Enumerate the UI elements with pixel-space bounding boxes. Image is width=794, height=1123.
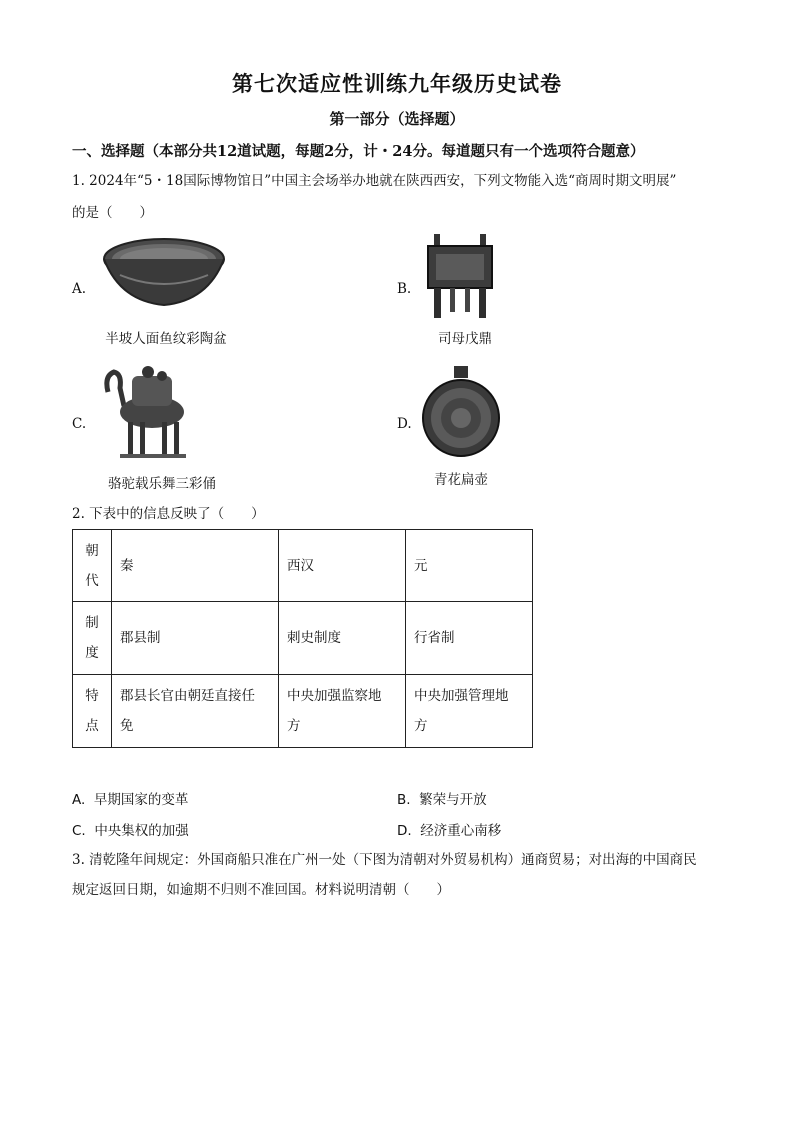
table-cell: 秦: [112, 530, 279, 602]
q2-option-a: A. 早期国家的变革: [72, 792, 189, 808]
question-1-line-2: 的是（ ）: [72, 205, 153, 221]
question-3-line-2: 规定返回日期，如逾期不归则不准回国。材料说明清朝（ ）: [72, 882, 450, 898]
section-heading: 一、选择题（本部分共12道试题，每题2分，计・24分。每道题只有一个选项符合题意）: [72, 143, 645, 160]
tri-colored-camel-figure-image: [100, 362, 196, 462]
q1-option-b-letter: B.: [397, 281, 412, 297]
q1-option-d-caption: 青花扁壶: [434, 472, 488, 488]
row-header-dynasty: 朝 代: [73, 530, 112, 602]
table-cell: 西汉: [279, 530, 406, 602]
q1-option-a-caption: 半坡人面鱼纹彩陶盆: [105, 331, 227, 347]
q2-option-d: D. 经济重心南移: [397, 823, 502, 839]
table-cell: 中央加强监察地 方: [279, 675, 406, 748]
question-2-stem: 2. 下表中的信息反映了（ ）: [72, 506, 265, 522]
blue-white-flask-image: [420, 364, 502, 460]
q1-option-a-letter: A.: [72, 281, 87, 297]
question-1-line-1: 1. 2024年“5・18国际博物馆日”中国主会场举办地就在陕西西安，下列文物能入选“商周时期文明展”: [72, 173, 677, 189]
q1-option-c-letter: C.: [72, 416, 87, 432]
q2-option-b: B. 繁荣与开放: [397, 792, 487, 808]
q1-option-b-caption: 司母戊鼎: [438, 331, 492, 347]
row-header-feature: 特 点: [73, 675, 112, 748]
row-header-system: 制 度: [73, 602, 112, 675]
table-cell: 刺史制度: [279, 602, 406, 675]
table-cell: 行省制: [406, 602, 533, 675]
exam-title: 第七次适应性训练九年级历史试卷: [232, 71, 562, 96]
part-heading: 第一部分（选择题）: [329, 110, 465, 128]
table-row: [73, 530, 533, 602]
table-cell: 元: [406, 530, 533, 602]
table-cell: 郡县制: [112, 602, 279, 675]
q2-option-c: C. 中央集权的加强: [72, 823, 189, 839]
q1-option-c-caption: 骆驼载乐舞三彩俑: [108, 476, 216, 492]
table-row: [73, 602, 533, 675]
question-3-line-1: 3. 清乾隆年间规定：外国商船只准在广州一处（下图为清朝对外贸易机构）通商贸易；对出海的中国商民: [72, 852, 697, 868]
simuwu-ding-image: [424, 232, 496, 320]
table-row: [73, 675, 533, 748]
painted-pottery-basin-image: [100, 235, 228, 315]
table-cell: 中央加强管理地 方: [406, 675, 533, 748]
table-cell: 郡县长官由朝廷直接任 免: [112, 675, 279, 748]
q1-option-d-letter: D.: [397, 416, 412, 432]
dynasty-system-table: [72, 529, 533, 748]
